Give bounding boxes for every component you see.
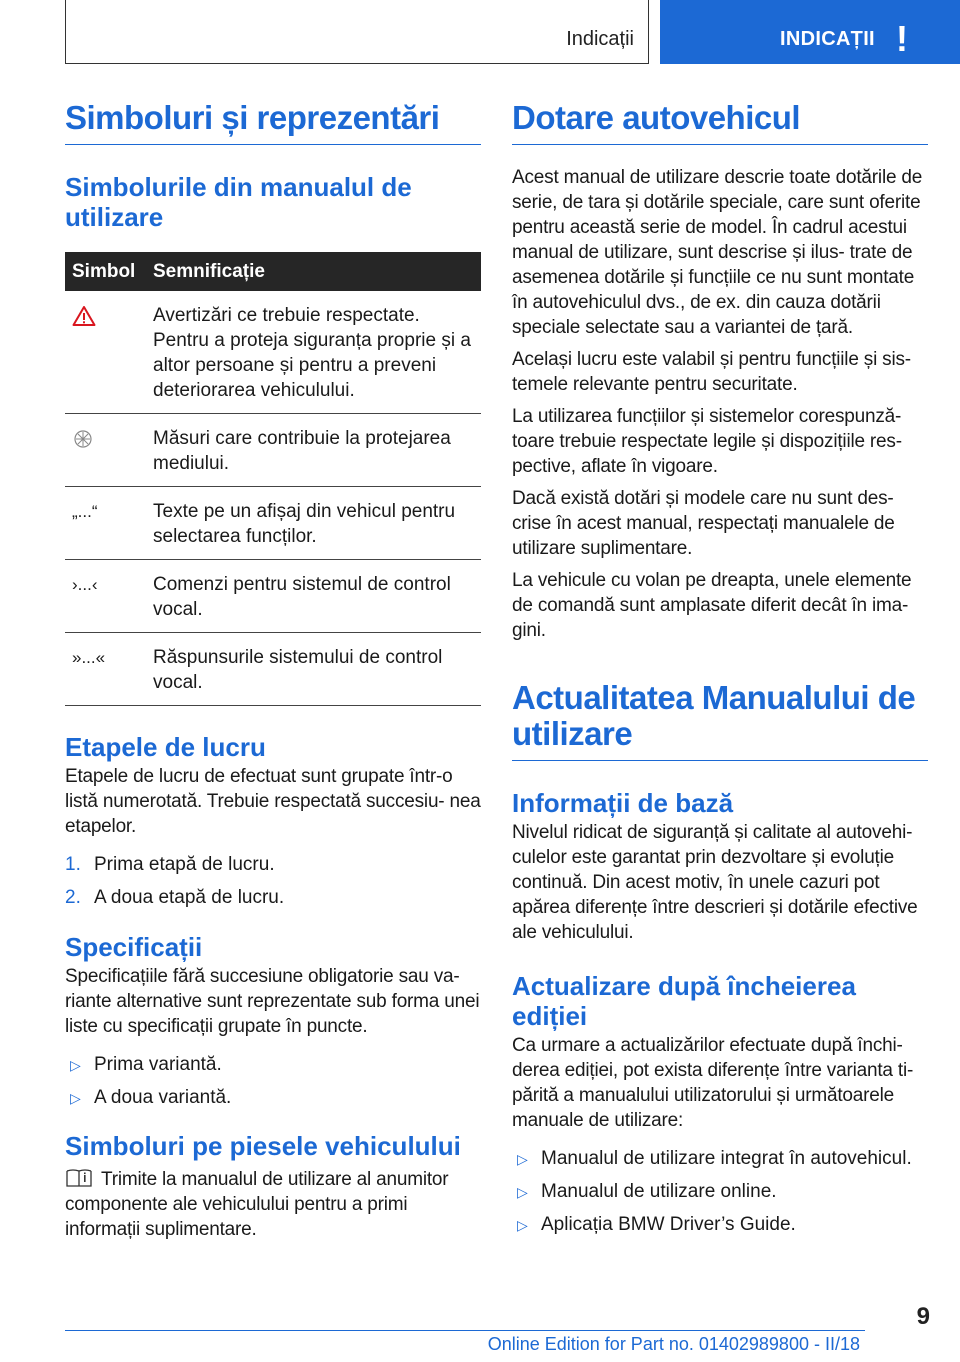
update-text: Ca urmare a actualizărilor efectuate după închi- derea ediției, pot exista diferențe între varianta ti- părită a manualului utilizatorului și următoarele manuale de utilizare: (512, 1035, 914, 1131)
equipment-title: Dotare autovehicul (512, 99, 801, 136)
update-heading: Actualizare după încheierea ediției (512, 971, 856, 1031)
table-row (65, 633, 481, 706)
warning-triangle-icon (72, 305, 96, 327)
title-rule (65, 144, 481, 145)
table-cell-meaning: Avertizări ce trebuie respectate. Pentru a proteja siguranța proprie și a altor persoane și pentru a preveni deteriorarea vehiculului. (153, 291, 481, 414)
title-rule (512, 760, 928, 761)
table-cell-meaning: Răspunsurile sistemului de control vocal. (153, 633, 481, 706)
table-cell-symbol: »...« (65, 633, 153, 706)
step-number: 1. (65, 854, 81, 875)
footer-rule (65, 1330, 865, 1331)
right-column (512, 100, 928, 1237)
section-title: Indicații (566, 28, 634, 50)
steps-heading: Etapele de lucru (65, 732, 266, 762)
header-chapter-tab (660, 0, 960, 64)
symbols-heading: Simbolurile din manualul de utilizare (65, 172, 412, 232)
list-item: ▷ Manualul de utilizare online. (512, 1179, 928, 1204)
list-item: ▷ Prima variantă. (65, 1052, 481, 1077)
update-list (512, 1146, 928, 1237)
list-item: ▷ Aplicația BMW Driver’s Guide. (512, 1212, 928, 1237)
equipment-paragraph: Acest manual de utilizare descrie toate dotările de serie, de tara și dotările speciale, care sunt oferite pentru această serie de model. În cadrul acestui manual de utilizare, sunt descrise și ilus- trate de asemenea dotările și funcțiile ce nu sunt montate în autovehiculul dvs., de ex. din cauza dotării speciale selectate sau a variantei de țară. (512, 167, 923, 338)
spec-heading: Specificații (65, 932, 203, 962)
table-cell-symbol: „...“ (65, 487, 153, 560)
table-header-symbol: Simbol (65, 252, 153, 291)
header-section-box (65, 0, 649, 64)
symbols-table (65, 252, 481, 706)
parts-heading: Simboluri pe piesele vehiculului (65, 1131, 461, 1161)
equipment-paragraph: Același lucru este valabil și pentru funcțiile și sis- temele relevante pentru securitate. (512, 349, 911, 395)
basic-info-heading: Informații de bază (512, 788, 734, 818)
table-row (65, 414, 481, 487)
steps-list (65, 852, 481, 910)
table-row (65, 560, 481, 633)
spec-list (65, 1052, 481, 1110)
title-rule (512, 144, 928, 145)
list-item: 1. Prima etapă de lucru. (65, 854, 275, 875)
equipment-paragraph: La vehicule cu volan pe dreapta, unele elemente de comandă sunt amplasate diferit decât în ima- gini. (512, 570, 912, 641)
table-cell-meaning: Comenzi pentru sistemul de control vocal. (153, 560, 481, 633)
table-row (65, 291, 481, 414)
table-header-row (65, 252, 481, 291)
actuality-title: Actualitatea Manualului de utilizare (512, 679, 916, 752)
list-item: 2. A doua etapă de lucru. (65, 887, 285, 908)
basic-info-text: Nivelul ridicat de siguranță și calitate al autovehi- culelor este garantat prin dezvoltare și evoluție continuă. Din acest motiv, în unele cazuri pot apărea diferențe între descrieri și dotările efective ale vehiculului. (512, 822, 918, 943)
chapter-title: INDICAȚII (780, 28, 875, 50)
list-item: ▷ Manualul de utilizare integrat în autovehicul. (512, 1146, 928, 1171)
page-number: 9 (916, 1303, 930, 1330)
bullet-triangle-icon: ▷ (517, 1184, 528, 1200)
parts-paragraph (65, 1167, 481, 1242)
table-row (65, 487, 481, 560)
footer-edition: Online Edition for Part no. 01402989800 - II/18 (487, 1334, 860, 1354)
left-column (65, 100, 481, 1242)
symbols-title: Simboluri și reprezentări (65, 99, 440, 136)
list-item: ▷ A doua variantă. (65, 1085, 481, 1110)
environment-icon (72, 428, 94, 450)
bullet-triangle-icon: ▷ (517, 1217, 528, 1233)
equipment-paragraph: Dacă există dotări și modele care nu sunt des- crise în acest manual, respectați manualele de utilizare suplimentare. (512, 488, 895, 559)
table-cell-meaning: Texte pe un afișaj din vehicul pentru selectarea funcților. (153, 487, 481, 560)
spec-text: Specificațiile fără succesiune obligatorie sau va- riante alternative sunt reprezentate sub forma unei liste cu specificații grupate în puncte. (65, 966, 480, 1037)
parts-text: Trimite la manualul de utilizare al anumitor componente ale vehiculului pentru a primi informații suplimentare. (65, 1169, 449, 1240)
exclamation-icon: ! (896, 18, 908, 59)
book-manual-icon (65, 1168, 93, 1188)
table-cell-symbol: ›...‹ (65, 560, 153, 633)
bullet-triangle-icon: ▷ (517, 1151, 528, 1167)
table-cell-meaning: Măsuri care contribuie la protejarea mediului. (153, 414, 481, 487)
step-number: 2. (65, 887, 81, 908)
bullet-triangle-icon: ▷ (70, 1090, 81, 1106)
bullet-triangle-icon: ▷ (70, 1057, 81, 1073)
equipment-paragraph: La utilizarea funcțiilor și sistemelor corespunză- toare trebuie respectate legile și dispozițiile res- pective, aflate în vigoare. (512, 406, 902, 477)
steps-text: Etapele de lucru de efectuat sunt grupate într-o listă numerotată. Trebuie respectată succesiu- nea etapelor. (65, 766, 481, 837)
table-header-meaning: Semnificație (153, 252, 481, 291)
